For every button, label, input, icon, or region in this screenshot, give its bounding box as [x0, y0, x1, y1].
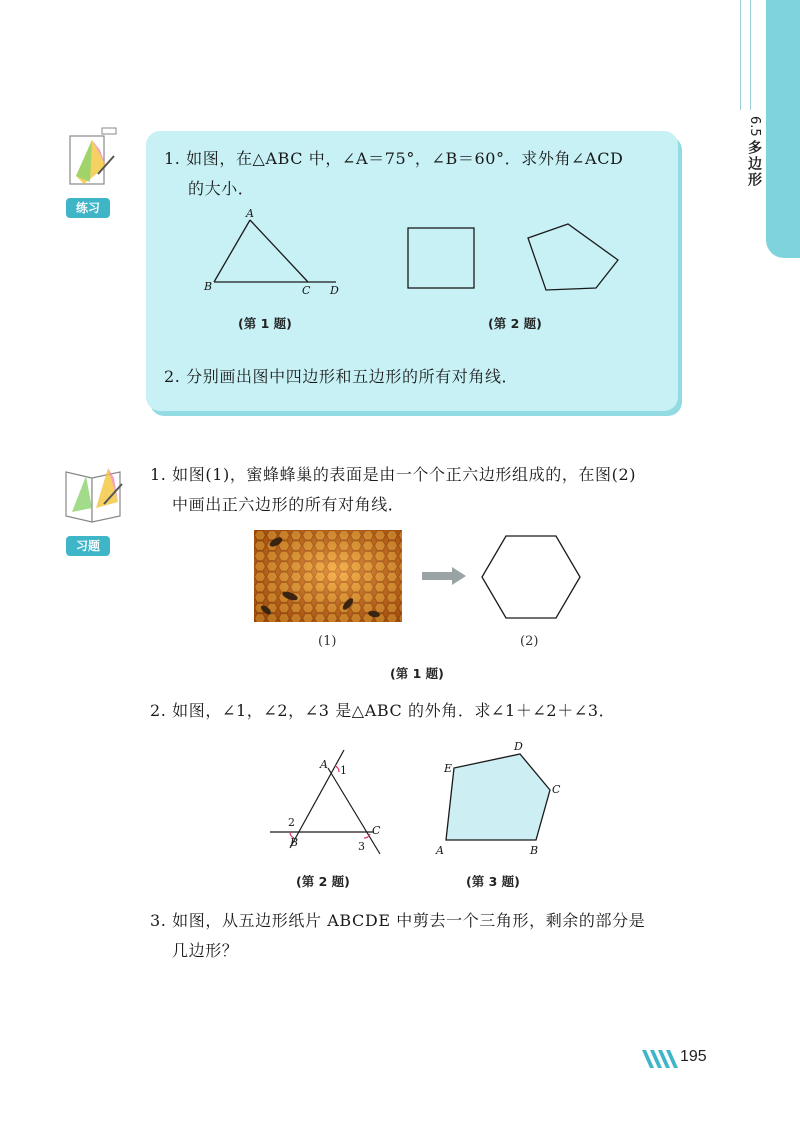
- exterior-angle-figure: [266, 748, 396, 858]
- chapter-tab: [766, 0, 800, 258]
- label-a: A: [436, 844, 444, 857]
- exercise-q1: [150, 460, 710, 520]
- fig1-caption: (第 1 题): [238, 316, 292, 331]
- exercises-book-icon: [62, 456, 126, 526]
- ex1-line1: 如图(1)，蜜蜂蜂巢的表面是由一个个正六边形组成的，在图(2): [172, 465, 637, 484]
- label-b: B: [530, 844, 539, 857]
- q1-number: 1.: [164, 149, 181, 168]
- page-stripes-icon: [640, 1046, 680, 1070]
- ex3-line2: 几边形？: [172, 941, 239, 960]
- hexagon-figure: [480, 534, 582, 620]
- section-number: 6.5: [747, 116, 762, 137]
- ex1-line2: 中画出正六边形的所有对角线．: [172, 495, 405, 514]
- practice-badge: 练习: [66, 198, 110, 218]
- ex2-number: 2.: [150, 701, 167, 720]
- label-b: B: [290, 836, 299, 849]
- ex3-caption: (第 3 题): [466, 874, 520, 889]
- label-a: A: [246, 207, 254, 220]
- exercises-badge: 习题: [66, 536, 110, 556]
- ex1-sub1: (1): [318, 634, 337, 649]
- practice-book-icon: [62, 126, 122, 196]
- ex1-caption: (第 1 题): [390, 666, 444, 681]
- label-c: C: [302, 284, 311, 296]
- quad-pentagon-figure: [404, 222, 624, 296]
- q2-number: 2.: [164, 367, 181, 386]
- side-divider: [750, 0, 751, 110]
- label-b: B: [204, 280, 213, 293]
- exercise-q2: [150, 696, 710, 726]
- practice-q1: [164, 144, 674, 204]
- label-1: 1: [340, 764, 347, 777]
- q2-text: 分别画出图中四边形和五边形的所有对角线．: [186, 367, 519, 386]
- label-d: D: [514, 740, 523, 753]
- q1-line1: 如图，在△ABC 中，∠A＝75°，∠B＝60°．求外角∠ACD: [186, 149, 624, 168]
- label-e: E: [444, 762, 453, 775]
- pentagon-figure: [432, 738, 572, 858]
- label-c: C: [372, 824, 381, 837]
- ex2-caption: (第 2 题): [296, 874, 350, 889]
- side-divider: [740, 0, 741, 110]
- q1-line2: 的大小．: [188, 179, 255, 198]
- label-3: 3: [358, 840, 365, 853]
- page-number: 195: [680, 1048, 707, 1065]
- label-d: D: [330, 284, 339, 296]
- label-a: A: [320, 758, 328, 771]
- honeycomb-photo: [254, 530, 402, 622]
- practice-q2: [164, 362, 674, 392]
- section-title: 多边形: [746, 140, 762, 188]
- fig2-caption: (第 2 题): [488, 316, 542, 331]
- section-header: [744, 118, 764, 188]
- ex3-line1: 如图，从五边形纸片 ABCDE 中剪去一个三角形，剩余的部分是: [172, 911, 646, 930]
- exercise-q3: [150, 906, 710, 966]
- right-arrow-icon: [422, 566, 468, 586]
- triangle-figure: [198, 204, 348, 296]
- label-2: 2: [288, 816, 295, 829]
- ex1-sub2: (2): [520, 634, 539, 649]
- ex1-number: 1.: [150, 465, 167, 484]
- ex3-number: 3.: [150, 911, 167, 930]
- label-c: C: [552, 783, 561, 796]
- ex2-text: 如图，∠1，∠2，∠3 是△ABC 的外角．求∠1＋∠2＋∠3．: [172, 701, 616, 720]
